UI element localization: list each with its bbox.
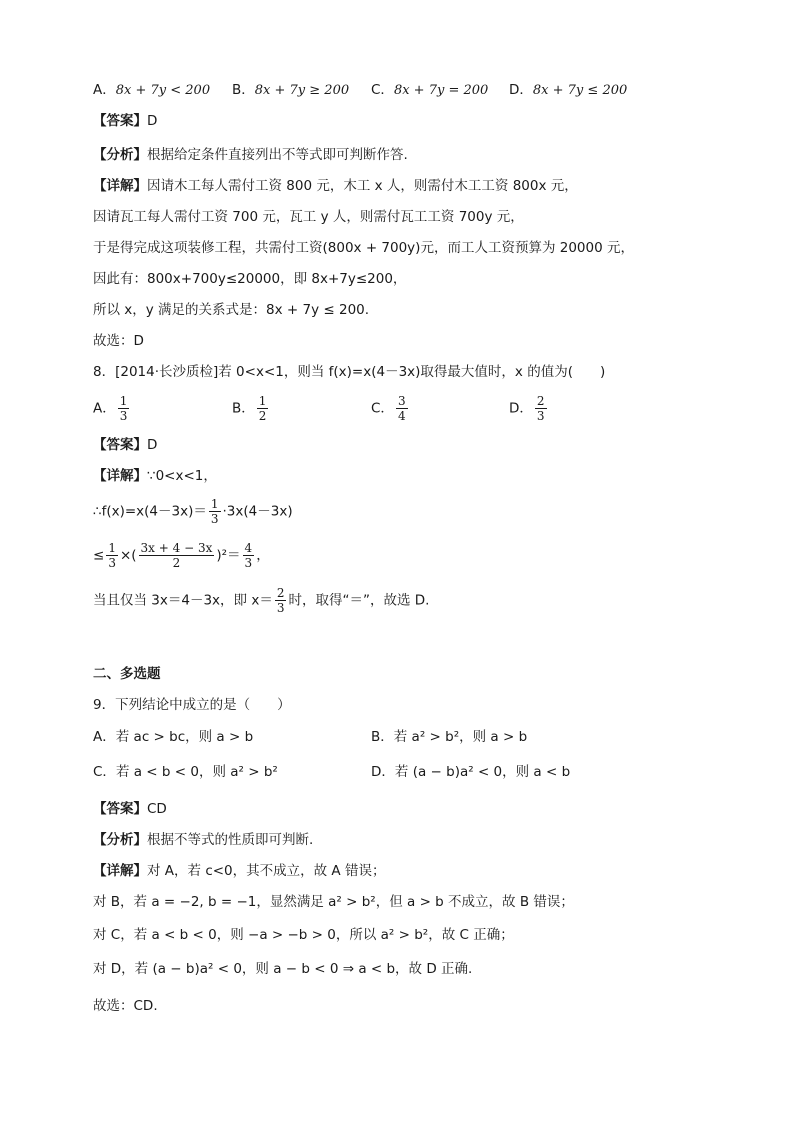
q9-conclusion: 故选：CD.	[93, 998, 158, 1014]
q9-analysis: 【分析】根据不等式的性质即可判断.	[93, 832, 314, 848]
q9-detail-1: 【详解】对 A，若 c<0，其不成立，故 A 错误；	[93, 863, 386, 879]
q9-option-d: D．若 (a − b)a² < 0，则 a < b	[371, 764, 571, 780]
q7-detail-3: 于是得完成这项装修工程，共需付工资(800x + 700y)元，而工人工资预算为 20000 元，	[93, 240, 634, 256]
q7-option-a: A．8x + 7y < 200	[93, 82, 211, 98]
q8-stem: 8．[2014·长沙质检]若 0<x<1，则当 f(x)=x(4－3x)取得最大值时，x 的值为( )	[93, 364, 606, 380]
q7-option-d: D．8x + 7y ≤ 200	[509, 82, 628, 98]
q8-option-d: D． $\frac{2}{3}$	[509, 394, 545, 423]
q8-detail-1: 【详解】∵0<x<1，	[93, 468, 217, 484]
q7-detail-2: 因请瓦工每人需付工资 700 元，瓦工 y 人，则需付瓦工工资 700y 元，	[93, 209, 524, 225]
q7-detail-1: 【详解】因请木工每人需付工资 800 元，木工 x 人，则需付木工工资 800x 元，	[93, 178, 578, 194]
q9-detail-4: 对 D，若 (a − b)a² < 0，则 a − b < 0 ⇒ a < b，故 D 正确.	[93, 961, 473, 977]
q9-stem: 9．下列结论中成立的是（ ）	[93, 697, 291, 713]
q8-detail-4: 当且仅当 3x＝4－3x，即 x＝ $\frac{2}{3}$ 时，取得“＝”，故选 D.	[93, 586, 430, 615]
q9-option-b: B．若 a² > b²，则 a > b	[371, 729, 528, 745]
q9-detail-3: 对 C，若 a < b < 0，则 −a > −b > 0，所以 a² > b²，故 C 正确；	[93, 927, 514, 943]
q8-option-a: A． $\frac{1}{3}$	[93, 394, 128, 423]
q8-detail-3: ≤ $\frac{1}{3}$ ×( $\frac{3x + 4 - 3x}{2}$ )²＝ $\frac{4}{3}$ ，	[93, 541, 270, 570]
q8-option-c: C． $\frac{3}{4}$	[371, 394, 406, 423]
q7-analysis: 【分析】根据给定条件直接列出不等式即可判断作答.	[93, 147, 408, 163]
q7-option-c: C．8x + 7y = 200	[371, 82, 489, 98]
q7-detail-4: 因此有：800x+700y≤20000，即 8x+7y≤200，	[93, 271, 407, 287]
q8-option-b: B． $\frac{1}{2}$	[232, 394, 267, 423]
q9-option-c: C．若 a < b < 0，则 a² > b²	[93, 764, 278, 780]
q8-answer: 【答案】D	[93, 437, 158, 453]
q9-detail-2: 对 B，若 a = −2, b = −1，显然满足 a² > b²，但 a > b 不成立，故 B 错误；	[93, 894, 574, 910]
q7-option-b: B．8x + 7y ≥ 200	[232, 82, 350, 98]
q9-option-a: A．若 ac > bc，则 a > b	[93, 729, 254, 745]
section-heading: 二、多选题	[93, 666, 161, 682]
q7-conclusion: 故选：D	[93, 333, 144, 349]
q8-detail-2: ∴f(x)=x(4－3x)＝ $\frac{1}{3}$ ·3x(4－3x)	[93, 497, 293, 526]
q7-detail-5: 所以 x，y 满足的关系式是：8x + 7y ≤ 200.	[93, 302, 370, 318]
q7-answer: 【答案】D	[93, 113, 158, 129]
q9-answer: 【答案】CD	[93, 801, 167, 817]
